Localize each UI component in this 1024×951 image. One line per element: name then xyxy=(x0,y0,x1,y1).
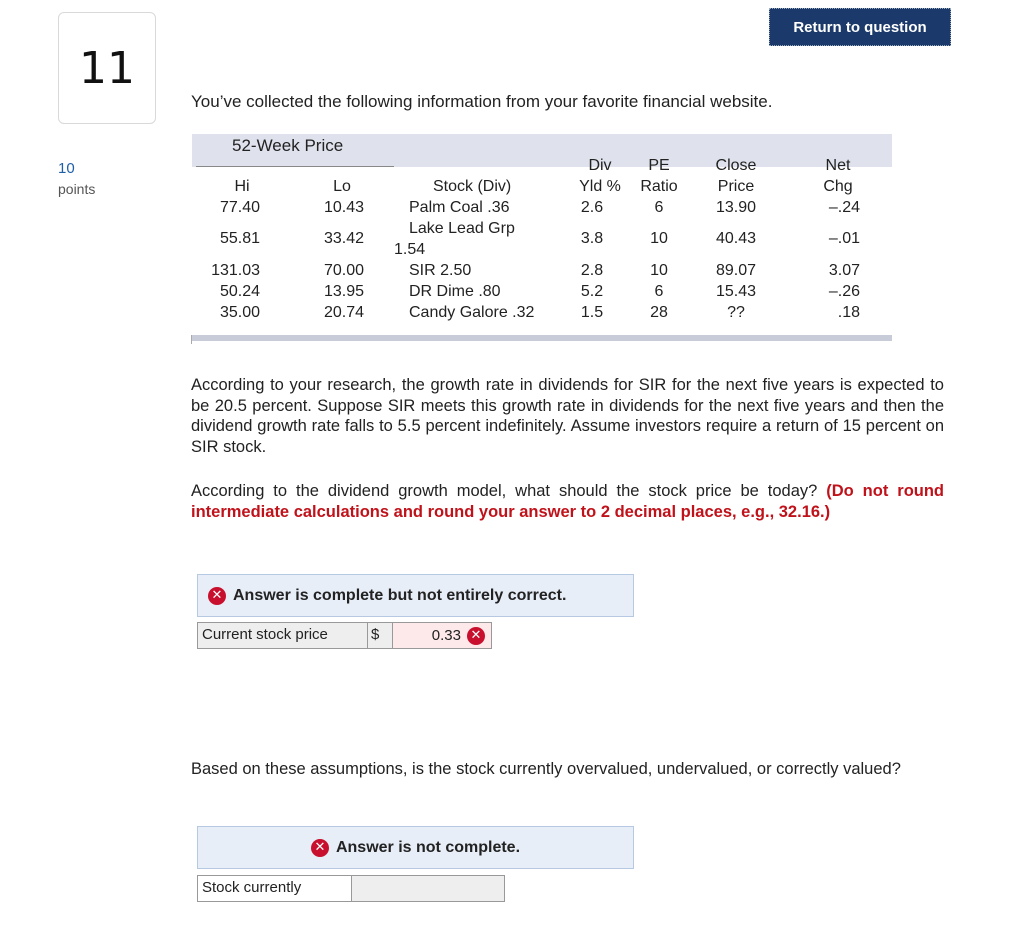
intro-text: You’ve collected the following information from your favorite financial website. xyxy=(191,92,773,111)
header-close-line1: Close xyxy=(715,157,757,174)
rounding-instruction: (Do not round intermediate calculations and round your answer to 2 decimal places, e.g., 32.16.) xyxy=(191,482,945,521)
stock-price-input[interactable] xyxy=(392,622,492,649)
cell-net: .18 xyxy=(837,304,860,321)
answer-status-banner xyxy=(197,574,634,617)
cell-hi: 35.00 xyxy=(219,304,260,321)
cell-div: 1.5 xyxy=(580,304,604,321)
cell-close: 89.07 xyxy=(715,262,757,279)
header-div-line1: Div xyxy=(588,157,612,174)
cell-pe: 10 xyxy=(650,230,668,247)
cell-close: 40.43 xyxy=(715,230,757,247)
cell-div: 5.2 xyxy=(580,283,604,300)
cell-pe: 6 xyxy=(654,199,664,216)
header-pe-line2: Ratio xyxy=(640,178,678,195)
cell-lo: 20.74 xyxy=(323,304,364,321)
cell-close: 15.43 xyxy=(715,283,757,300)
cell-net: –.26 xyxy=(828,283,860,300)
cell-stock: DR Dime .80 xyxy=(409,283,501,300)
cell-lo: 13.95 xyxy=(323,283,364,300)
cell-hi: 55.81 xyxy=(219,230,260,247)
cell-stock: Candy Galore .32 xyxy=(409,304,535,321)
cell-net: 3.07 xyxy=(828,262,860,279)
cell-close: 13.90 xyxy=(715,199,757,216)
cell-stock: Lake Lead Grp xyxy=(409,220,515,237)
stock-price-value: 0.33 xyxy=(431,627,461,644)
cell-lo: 10.43 xyxy=(323,199,364,216)
answer-status-text: Answer is complete but not entirely correct. xyxy=(233,586,567,604)
question-number-box xyxy=(58,12,156,124)
points-label: points xyxy=(58,181,96,197)
x-circle-icon: ✕ xyxy=(311,839,329,857)
cell-pe: 6 xyxy=(654,283,664,300)
return-to-question-button[interactable]: Return to question xyxy=(769,8,951,46)
header-net-line2: Chg xyxy=(823,178,853,195)
cell-stock-wrap: 1.54 xyxy=(394,241,426,258)
header-stock: Stock (Div) xyxy=(433,178,512,195)
cell-pe: 28 xyxy=(650,304,668,321)
cell-hi: 50.24 xyxy=(219,283,260,300)
table-bottom-band xyxy=(192,335,892,341)
cell-hi: 77.40 xyxy=(219,199,260,216)
valuation-select[interactable] xyxy=(352,875,505,902)
table-group-divider xyxy=(196,166,394,167)
table-group-header: 52-Week Price xyxy=(232,136,344,155)
header-pe-line1: PE xyxy=(648,157,670,174)
cell-stock: SIR 2.50 xyxy=(409,262,472,279)
valuation-question: Based on these assumptions, is the stock currently overvalued, undervalued, or correctly valued? xyxy=(191,760,901,778)
header-hi: Hi xyxy=(234,178,250,195)
cell-net: –.01 xyxy=(828,230,860,247)
answer-label: Stock currently xyxy=(197,875,352,902)
cell-pe: 10 xyxy=(650,262,668,279)
cell-div: 3.8 xyxy=(580,230,604,247)
cell-lo: 33.42 xyxy=(323,230,364,247)
header-close-line2: Price xyxy=(717,178,755,195)
question-number: 11 xyxy=(79,42,135,94)
answer-status-text: Answer is not complete. xyxy=(335,838,521,856)
table-bottom-tick xyxy=(191,335,192,344)
header-div-line2: Yld % xyxy=(579,178,621,195)
cell-stock: Palm Coal .36 xyxy=(409,199,510,216)
header-net-line1: Net xyxy=(825,157,851,174)
cell-net: –.24 xyxy=(828,199,860,216)
answer-status-banner xyxy=(197,826,634,869)
question-prompt-text: According to the dividend growth model, what should the stock price be today? xyxy=(191,482,827,500)
currency-symbol: $ xyxy=(368,622,392,649)
cell-hi: 131.03 xyxy=(211,262,260,279)
points-value: 10 xyxy=(58,160,75,177)
header-lo: Lo xyxy=(333,178,351,195)
question-prompt xyxy=(191,481,944,522)
cell-div: 2.8 xyxy=(580,262,604,279)
x-circle-icon: ✕ xyxy=(208,587,226,605)
cell-close: ?? xyxy=(727,304,745,321)
cell-lo: 70.00 xyxy=(323,262,364,279)
answer-label: Current stock price xyxy=(197,622,368,649)
x-circle-icon: ✕ xyxy=(467,627,485,645)
problem-paragraph: According to your research, the growth rate in dividends for SIR for the next five years is expected to be 20.5 percent. Suppose SIR meets this growth rate in dividends for the next five years and then the dividend growth rate falls to 5.5 percent indefinitely. Assume investors require a return of 15 percent on SIR stock. xyxy=(191,376,944,456)
cell-div: 2.6 xyxy=(580,199,604,216)
